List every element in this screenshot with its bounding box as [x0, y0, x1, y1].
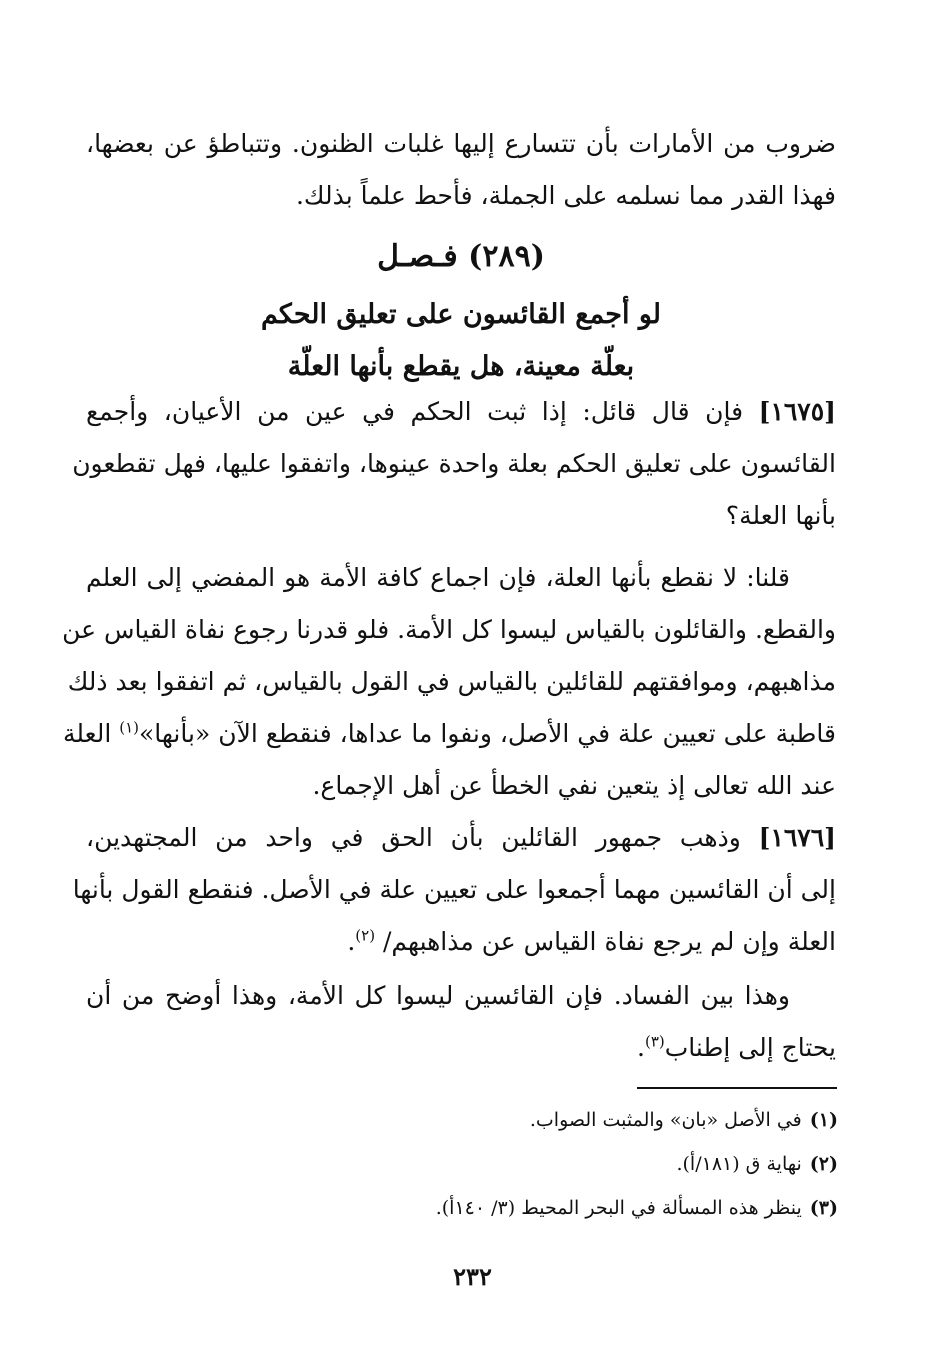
fasad-line-2-text: يحتاج إلى إطناب — [664, 1033, 836, 1062]
answer-line-5: عند الله تعالى إذ يتعين نفي الخطأ عن أهل الإجماع. — [312, 771, 836, 800]
paragraph-1675-line-1 — [86, 386, 836, 438]
footnote-number: (١) — [809, 1109, 838, 1131]
footnote-text: ينظر هذه المسألة في البحر المحيط (٣/ ١٤٠أ). — [435, 1197, 802, 1219]
top-paragraph — [86, 118, 836, 222]
footnote-text: نهاية ق (١٨١/أ). — [676, 1153, 802, 1175]
answer-paragraph — [62, 552, 836, 812]
footnote-number: (٢) — [809, 1153, 838, 1175]
answer-line-4 — [62, 708, 836, 760]
paragraph-1676-line-3-end: . — [347, 927, 356, 956]
footnote-ref-2: (٢) — [355, 926, 376, 945]
section-title-line-1: لو أجمع القائسون على تعليق الحكم — [260, 299, 662, 330]
fasad-paragraph — [86, 970, 836, 1074]
top-paragraph-line-1: ضروب من الأمارات بأن تتسارع إليها غلبات الظنون. وتتباطؤ عن بعضها، — [86, 129, 836, 158]
paragraph-1676-line-2: إلى أن القائسين مهما أجمعوا على تعيين علة في الأصل. فنقطع القول بأنها — [72, 875, 836, 904]
paragraph-number: [١٦٧٥] — [758, 397, 836, 426]
fasad-line-2 — [86, 1022, 836, 1074]
paragraph-1675 — [72, 386, 836, 542]
footnotes — [86, 1098, 838, 1230]
footnote-3 — [86, 1186, 838, 1230]
paragraph-text: وذهب جمهور القائلين بأن الحق في واحد من المجتهدين، — [86, 823, 741, 852]
fasad-line-1: وهذا بين الفساد. فإن القائسين ليسوا كل الأمة، وهذا أوضح من أن — [86, 981, 790, 1010]
footnote-ref-1: (١) — [119, 718, 139, 737]
paragraph-1676-line-1 — [86, 812, 836, 864]
top-paragraph-line-2: فهذا القدر مما نسلمه على الجملة، فأحط علماً بذلك. — [295, 181, 836, 210]
paragraph-number: [١٦٧٦] — [758, 823, 837, 852]
answer-line-4-end: العلة — [62, 719, 120, 748]
answer-line-2: والقطع. والقائلون بالقياس ليسوا كل الأمة. فلو قدرنا رجوع نفاة القياس عن — [62, 615, 836, 644]
answer-line-3: مذاهبهم، وموافقتهم للقائلين بالقياس في القول بالقياس، ثم اتفقوا بعد ذلك — [67, 667, 836, 696]
footnote-separator — [637, 1087, 837, 1089]
paragraph-1675-line-3: بأنها العلة؟ — [725, 501, 836, 530]
answer-line-4-text: قاطبة على تعيين علة في الأصل، ونفوا ما عداها، فنقطع الآن «بأنها» — [139, 719, 836, 748]
paragraph-1676 — [72, 812, 837, 968]
answer-line-1: قلنا: لا نقطع بأنها العلة، فإن اجماع كافة الأمة هو المفضي إلى العلم — [86, 563, 790, 592]
footnote-2 — [86, 1142, 838, 1186]
footnote-text: في الأصل «بان» والمثبت الصواب. — [529, 1109, 802, 1131]
page-number: ٢٣٢ — [453, 1262, 492, 1291]
footnote-1 — [86, 1098, 838, 1142]
paragraph-1676-line-3-text: العلة وإن لم يرجع نفاة القياس عن مذاهبهم/ — [375, 927, 836, 956]
section-title-line-2: بعلّة معينة، هل يقطع بأنها العلّة — [287, 351, 635, 382]
footnote-number: (٣) — [809, 1197, 838, 1219]
fasad-line-2-end: . — [637, 1033, 645, 1062]
footnote-ref-3: (٣) — [644, 1032, 665, 1051]
section-number-heading: (٢٨٩) فـصـل — [377, 239, 545, 274]
paragraph-1675-line-2: القائسون على تعليق الحكم بعلة واحدة عينوها، واتفقوا عليها، فهل تقطعون — [72, 449, 836, 478]
paragraph-1676-line-3 — [86, 916, 836, 968]
paragraph-text: فإن قال قائل: إذا ثبت الحكم في عين من الأعيان، وأجمع — [86, 397, 744, 426]
